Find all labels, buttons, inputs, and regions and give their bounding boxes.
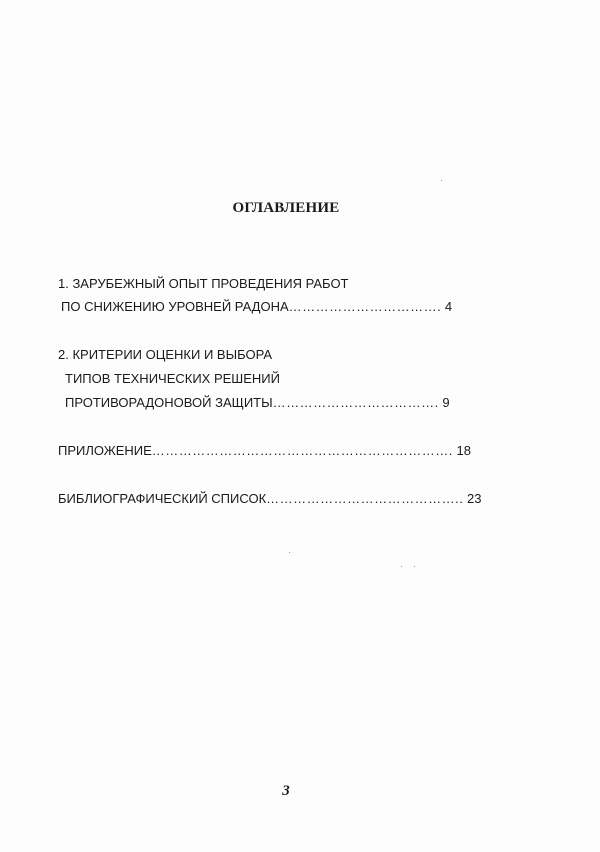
toc-item-2-line-1 — [58, 347, 272, 363]
toc-leader-dots: …………………………………………………………. — [151, 443, 453, 458]
toc-leader-dots: ………………………………. — [272, 395, 439, 410]
page-number: 3 — [282, 783, 290, 799]
toc-leader-dots: ……………………………. — [288, 299, 442, 314]
toc-item-2-title-line-2: ТИПОВ ТЕХНИЧЕСКИХ РЕШЕНИЙ — [65, 371, 280, 386]
toc-item-2-title-line-3: ПРОТИВОРАДОНОВОЙ ЗАЩИТЫ — [65, 395, 273, 410]
scan-speck — [441, 180, 442, 181]
table-of-contents-heading: ОГЛАВЛЕНИЕ — [232, 200, 340, 216]
toc-item-4-title: БИБЛИОГРАФИЧЕСКИЙ СПИСОК — [58, 491, 267, 506]
toc-leader-dots: …………………………………….. — [266, 491, 464, 506]
toc-item-3-page: 18 — [456, 443, 472, 458]
toc-item-2-title-line-1: 2. КРИТЕРИИ ОЦЕНКИ И ВЫБОРА — [58, 347, 273, 362]
toc-item-2-page: 9 — [442, 395, 450, 410]
toc-item-1-title-line-2: ПО СНИЖЕНИЮ УРОВНЕЙ РАДОНА — [61, 299, 289, 314]
toc-item-1-line-1 — [58, 276, 349, 292]
toc-item-2-line-3 — [65, 395, 450, 411]
scan-speck — [414, 566, 415, 567]
toc-item-1-title-line-1: 1. ЗАРУБЕЖНЫЙ ОПЫТ ПРОВЕДЕНИЯ РАБОТ — [58, 276, 349, 291]
toc-item-3 — [58, 443, 471, 459]
toc-item-2-line-2 — [65, 371, 280, 387]
toc-item-3-title: ПРИЛОЖЕНИЕ — [58, 443, 152, 458]
toc-item-1-page: 4 — [444, 299, 453, 314]
toc-item-4-page: 23 — [467, 491, 482, 506]
toc-item-1-line-2 — [61, 299, 452, 315]
toc-item-4 — [58, 491, 482, 507]
scan-speck — [401, 566, 402, 567]
scan-speck — [289, 552, 290, 553]
